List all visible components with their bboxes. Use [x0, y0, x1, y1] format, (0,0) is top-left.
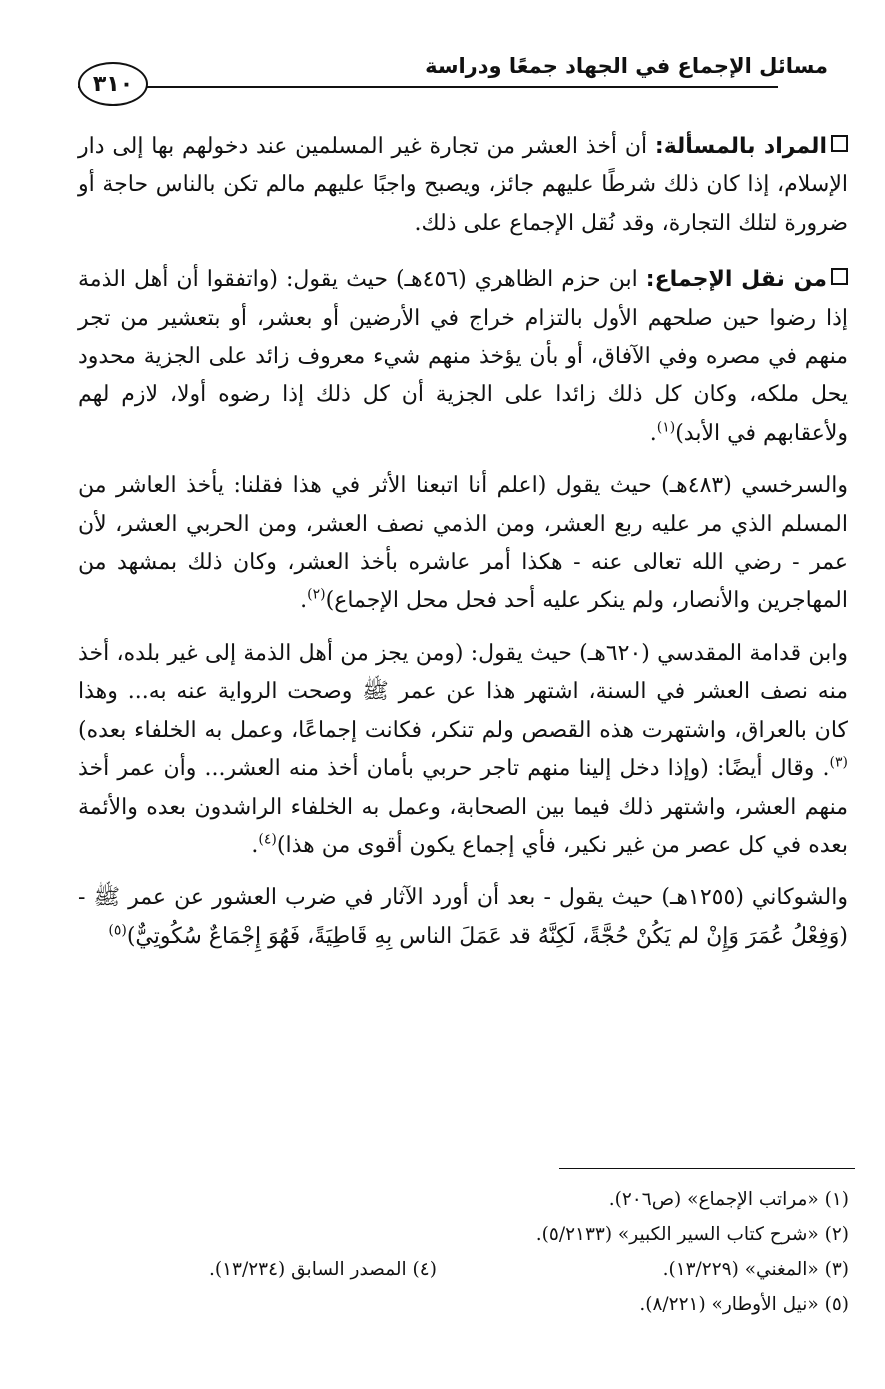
page-header — [78, 48, 838, 108]
footnote-ref: (٤) — [258, 831, 277, 848]
paragraph-ibn-qudama: وابن قدامة المقدسي (٦٢٠هـ) حيث يقول: (ومن يجز من أهل الذمة إلى غير بلده، أخذ منه نصف العشر في السنة، اشتهر هذا عن عمر ﷺ وصحت الرواية عنه به... وهذا كان بالعراق، واشتهرت هذه القصص ولم تنكر، فكانت إجماعًا، وعمل به الخلفاء بعده)$^{(٣)}$. وقال أيضًا: (وإذا دخل إلينا منهم تاجر حربي بأمان أخذ منه العشر... وأن عمر أخذ منهم العشر، واشتهر ذلك فيما بين الصحابة، وعمل به الخلفاء الراشدون بعده والأئمة بعده في كل عصر من غير نكير، فأي إجماع يكون أقوى من هذا)$^{(٤)}$. — [78, 640, 849, 858]
paragraph-text: . وقال أيضًا: (وإذا دخل إلينا منهم تاجر حربي بأمان أخذ منه العشر... وأن عمر أخذ منهم العشر، واشتهر ذلك فيما بين الصحابة، وعمل به الخلفاء الراشدون بعده والأئمة بعده في كل عصر من غير نكير، فأي إجماع يكون أقوى من هذا) — [78, 756, 848, 858]
main-text — [78, 128, 848, 970]
square-bullet-icon — [831, 268, 848, 285]
footnote-item: (٥) «نيل الأوطار» (٨/٢٢١). — [639, 1294, 849, 1315]
section-heading-consensus: من نقل الإجماع: — [645, 267, 827, 293]
paragraph-text: والشوكاني (١٢٥٥هـ) حيث يقول - بعد أن أورد الآثار في ضرب العشور عن عمر ﷺ - (وَفِعْلُ عُمَرَ وَإِنْ لم يَكُنْ حُجَّةً، لَكِنَّهُ قد عَمَلَ الناس بِهِ قَاطِيَةً، فَهُوَ إِجْمَاعٌ سُكُوتِيٌّ) — [78, 885, 848, 949]
footnotes — [69, 1182, 849, 1322]
paragraph-sarakhsi: والسرخسي (٤٨٣هـ) حيث يقول (اعلم أنا اتبعنا الأثر في هذا فقلنا: يأخذ العاشر من المسلم الذي مر عليه ربع العشر، ومن الذمي نصف العشر، ومن الحربي العشر، لأن عمر - رضي الله تعالى عنه - هكذا أمر عاشره بأخذ العشر، وكان ذلك بمشهد من المهاجرين والأنصار، ولم ينكر عليه أحد فحل محل الإجماع)$^{(٢)}$. — [78, 473, 849, 614]
header-rule — [78, 86, 778, 88]
footnote-item: (١) «مراتب الإجماع» (ص٢٠٦). — [608, 1189, 849, 1210]
running-title: مسائل الإجماع في الجهاد جمعًا ودراسة — [425, 54, 828, 78]
paragraph-consensus-ibn-hazm: من نقل الإجماع: ابن حزم الظاهري (٤٥٦هـ) حيث يقول: (واتفقوا أن أهل الذمة إذا رضوا حين صلحهم الأول بالتزام خراج في الأرضين أو بعشر، أو بتعشير من تجر منهم في مصره وفي الآفاق، أو بأن يؤخذ منهم شيء معروف زائد على الجزية محدود يحل ملكه، وكان كل ذلك زائدا على الجزية أن كل ذلك إذا رضوه أولا، لازم لهم ولأعقابهم في الأبد)$^{(١)}$. — [78, 267, 848, 446]
paragraph-text: ابن حزم الظاهري (٤٥٦هـ) حيث يقول: (واتفقوا أن أهل الذمة إذا رضوا حين صلحهم الأول بالتزام خراج في الأرضين أو بعشر، أو بتعشير من تجر منهم في مصره وفي الآفاق، أو بأن يؤخذ منهم شيء معروف زائد على الجزية محدود يحل ملكه، وكان كل ذلك زائدا على الجزية أن كل ذلك إذا رضوه أولا، لازم لهم ولأعقابهم في الأبد) — [78, 267, 848, 446]
paragraph-shawkani — [78, 879, 848, 956]
footnote-ref: (٢) — [307, 587, 326, 604]
footnote-item-4: (٤) المصدر السابق (١٣/٢٣٤). — [209, 1259, 437, 1280]
square-bullet-icon — [831, 135, 848, 152]
paragraph-text: أن أخذ العشر من تجارة غير المسلمين عند دخولهم بها إلى دار الإسلام، إذا كان ذلك شرطًا عليهم جائز، ويصبح واجبًا عليهم مالم تكن بالناس حاجة أو ضرورة لتلك التجارة، وقد نُقل الإجماع على ذلك. — [78, 134, 848, 236]
footnote-item: (٢) «شرح كتاب السير الكبير» (٥/٢١٣٣). — [535, 1224, 849, 1245]
footnote-ref: (٥) — [108, 922, 127, 939]
section-heading-meaning: المراد بالمسألة: — [654, 134, 827, 159]
paragraph-meaning — [78, 128, 848, 243]
footnote-item: (٣) «المغني» (١٣/٢٢٩). (٤) المصدر السابق (١٣/٢٣٤). — [69, 1252, 849, 1287]
footnote-ref: (١) — [656, 419, 676, 436]
paragraph-text: وابن قدامة المقدسي (٦٢٠هـ) حيث يقول: (ومن يجز من أهل الذمة إلى غير بلده، أخذ منه نصف العشر في السنة، اشتهر هذا عن عمر ﷺ وصحت الرواية عنه به... وهذا كان بالعراق، واشتهرت هذه القصص ولم تنكر، فكانت إجماعًا، وعمل به الخلفاء بعده) — [78, 640, 849, 743]
footnote-ref: (٣) — [829, 754, 848, 771]
footnote-separator — [559, 1168, 855, 1169]
paragraph-text: والسرخسي (٤٨٣هـ) حيث يقول (اعلم أنا اتبعنا الأثر في هذا فقلنا: يأخذ العاشر من المسلم الذي مر عليه ربع العشر، ومن الذمي نصف العشر، ومن الحربي العشر، لأن عمر - رضي الله تعالى عنه - هكذا أمر عاشره بأخذ العشر، وكان ذلك بمشهد من المهاجرين والأنصار، ولم ينكر عليه أحد فحل محل الإجماع) — [78, 473, 849, 614]
page-number: ٣١٠ — [78, 62, 148, 106]
